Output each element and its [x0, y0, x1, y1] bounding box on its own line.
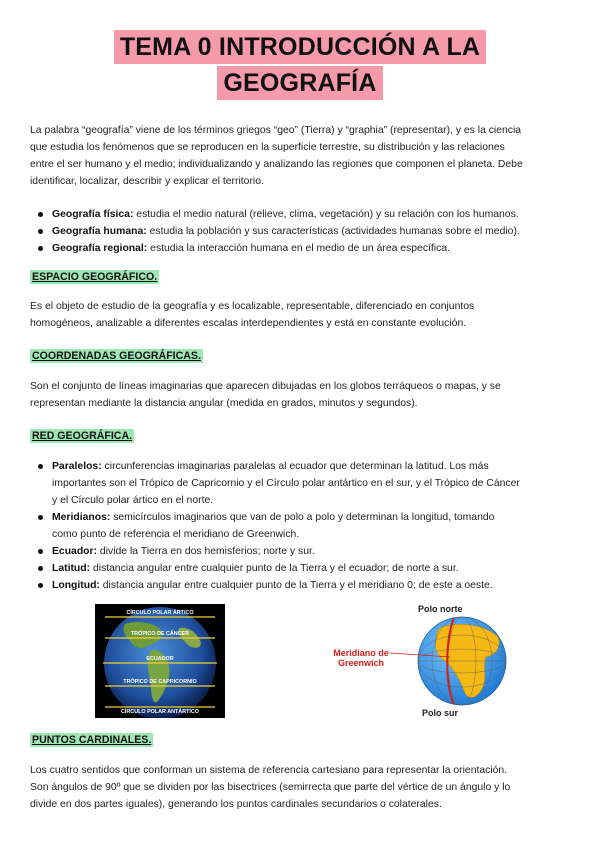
bullet-text: y el Círculo polar ártico en el norte. [52, 495, 214, 506]
greenwich-label-line-2: Greenwich [337, 658, 384, 668]
bullet-term: Geografía humana: [52, 226, 147, 237]
bullet-text: estudia la población y sus características (actividades humanas sobre el medio). [146, 226, 520, 237]
meridian-globe-image [330, 604, 548, 718]
bullet-text: estudia el medio natural (relieve, clima, vegetación) y su relación con los humanos. [133, 209, 519, 220]
text-line: Son el conjunto de líneas imaginarias que aparecen dibujadas en los globos terráqueos o mapas, y se [30, 381, 501, 392]
north-pole-label: Polo norte [418, 604, 463, 614]
bullet-term: Meridianos: [52, 512, 111, 523]
list-item [30, 543, 575, 560]
meridian-globe-graphic [390, 615, 520, 707]
bullet-term: Geografía física: [52, 209, 134, 220]
greenwich-label [330, 648, 392, 668]
text-line: La palabra “geografía” viene de los términos griegos “geo” (Tierra) y “graphia” (representar), y es la ciencia [30, 125, 522, 136]
parallels-globe-graphic [95, 604, 225, 718]
bullet-text: divide la Tierra en dos hemisferios; norte y sur. [97, 546, 315, 557]
south-pole-label: Polo sur [422, 708, 459, 718]
bullet-term: Longitud: [52, 580, 100, 591]
text-line: divide en dos partes iguales), generando los puntos cardinales secundarios o colaterales. [30, 799, 442, 810]
list-item [30, 458, 575, 509]
bullet-term: Ecuador: [52, 546, 98, 557]
page-title [0, 30, 600, 100]
title-line-1: TEMA 0 INTRODUCCIÓN A LA [114, 30, 486, 64]
bullet-text: semicírculos imaginarios que van de polo a polo y determinan la longitud, tomando [110, 512, 495, 523]
bullet-text: distancia angular entre cualquier punto de la Tierra y el meridiano 0; de este a oeste. [99, 580, 493, 591]
list-item [30, 223, 575, 240]
bullet-text: como punto de referencia el meridiano de Greenwich. [52, 529, 300, 540]
bullet-term: Geografía regional: [52, 243, 148, 254]
arctic-circle-label: CÍRCULO POLAR ÁRTICO [126, 610, 194, 616]
capricorn-tropic-label: TRÓPICO DE CAPRICORNIO [123, 679, 197, 685]
text-line: homogéneos, analizable a diferentes escalas interdependientes y está en constante evolución. [30, 318, 467, 329]
antarctic-circle-label: CÍRCULO POLAR ANTÁRTICO [121, 709, 199, 715]
section-heading-espacio: ESPACIO GEOGRÁFICO. [32, 271, 158, 283]
bullet-term: Latitud: [52, 563, 91, 574]
section-heading-coordenadas: COORDENADAS GEOGRÁFICAS. [32, 350, 201, 362]
text-line: representan mediante la distancia angular (medida en grados, minutos y segundos). [30, 398, 418, 409]
list-item [30, 240, 575, 257]
list-item [30, 577, 575, 594]
list-item [30, 206, 575, 223]
intro-paragraph [30, 122, 575, 190]
section-heading-red: RED GEOGRÁFICA. [32, 430, 133, 442]
text-line: Son ángulos de 90º que se dividen por las bisectrices (semirrecta que parte del vértice de un ángulo y lo [30, 782, 511, 793]
bullet-text: circunferencias imaginarias paralelas al ecuador que determinan la latitud. Los más [101, 461, 489, 472]
bullet-term: Paralelos: [52, 461, 102, 472]
red-geografica-list [30, 458, 575, 594]
text-line: Los cuatro sentidos que conforman un sistema de referencia cartesiano para representar la orientación. [30, 765, 508, 776]
text-line: que estudia los fenómenos que se reproducen en la superficie terrestre, su distribución y las relaciones [30, 142, 505, 153]
cancer-tropic-label: TRÓPICO DE CÁNCER [130, 631, 190, 637]
bullet-text: distancia angular entre cualquier punto de la Tierra y el ecuador; de norte a sur. [90, 563, 459, 574]
text-line: entre el ser humano y el medio; individualizando y analizando las regiones que componen el planeta. Debe [30, 159, 523, 170]
text-line: identificar, localizar, describir y explicar el territorio. [30, 176, 264, 187]
section-heading-puntos: PUNTOS CARDINALES. [32, 734, 152, 746]
parallels-globe-image [95, 604, 225, 718]
title-line-2: GEOGRAFÍA [217, 66, 382, 100]
coordenadas-paragraph [30, 378, 575, 412]
list-item [30, 560, 575, 577]
text-line: Es el objeto de estudio de la geografía y es localizable, representable, diferenciado en conjuntos [30, 301, 475, 312]
geography-branches-list [30, 206, 575, 257]
bullet-text: estudia la interacción humana en el medio de un área específica. [147, 243, 450, 254]
greenwich-label-line-1: Meridiano de [333, 648, 389, 658]
bullet-text: importantes son el Trópico de Capricornio y el Círculo polar antártico en el sur, y el Trópico de Cáncer [52, 478, 520, 489]
puntos-paragraph [30, 762, 575, 813]
espacio-paragraph [30, 298, 575, 332]
list-item [30, 509, 575, 543]
equator-label: ECUADOR [146, 656, 174, 662]
